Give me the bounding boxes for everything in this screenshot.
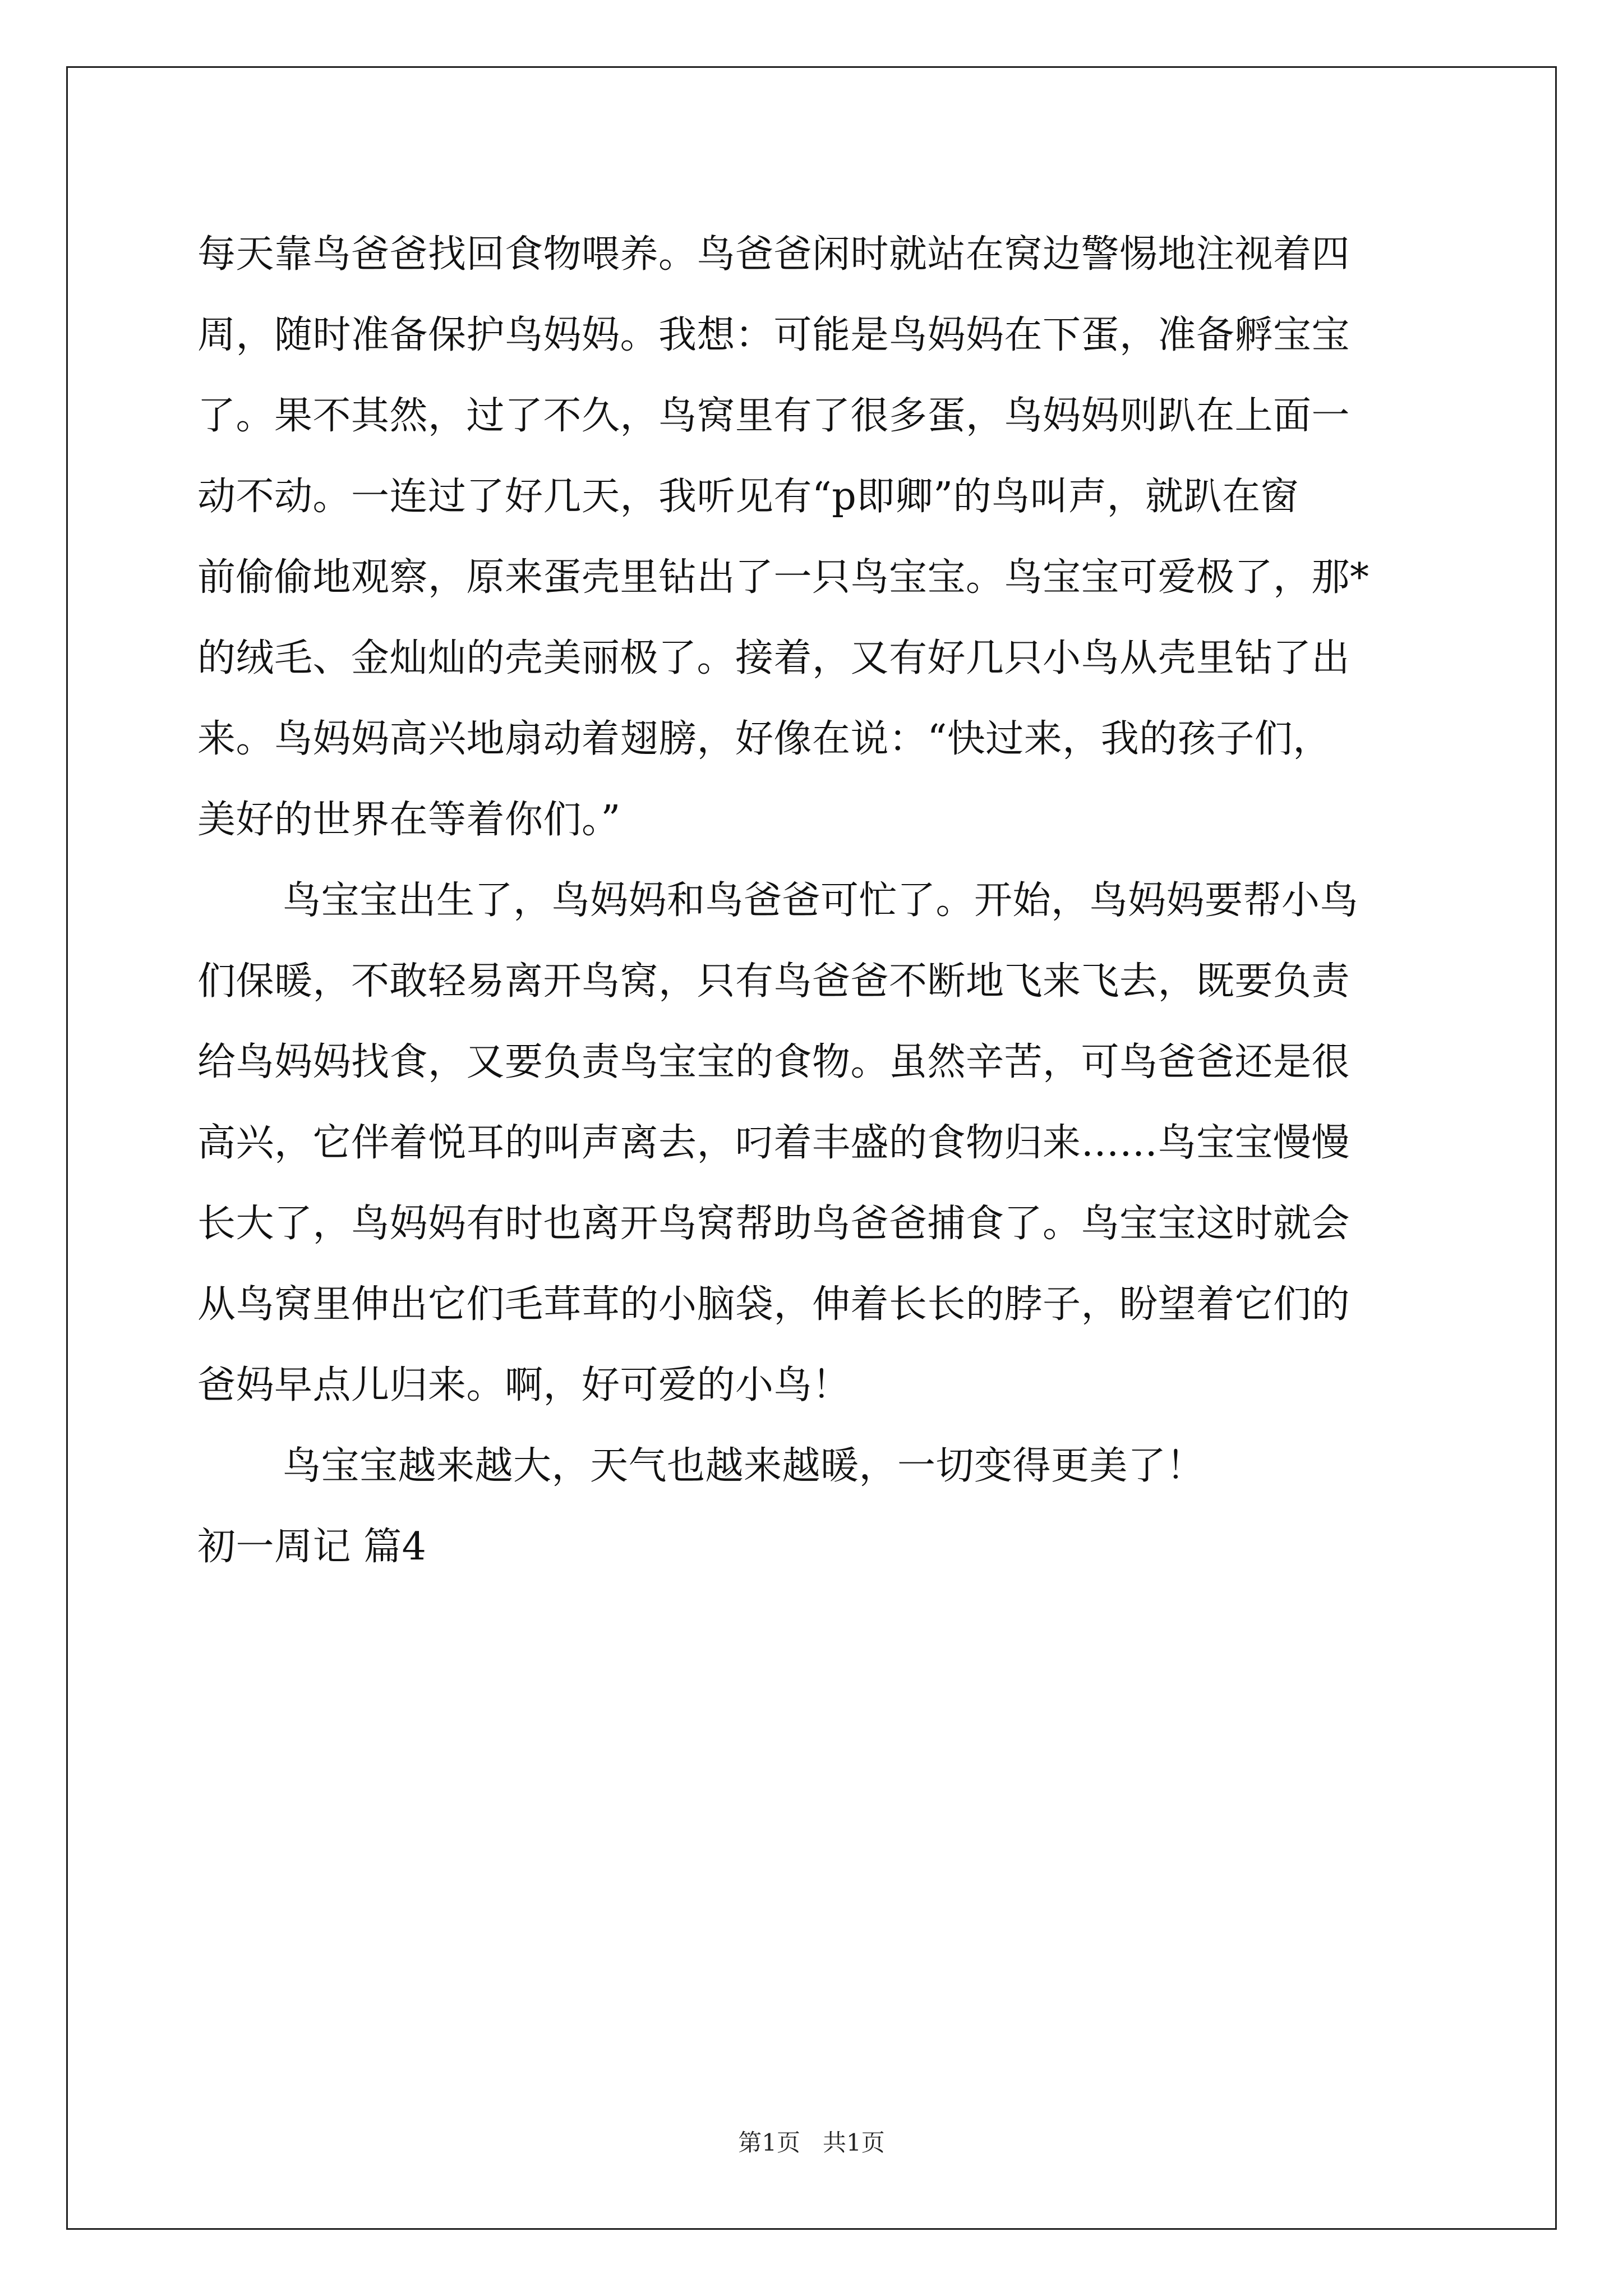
text-line: 周，随时准备保护鸟妈妈。我想：可能是鸟妈妈在下蛋，准备孵宝宝	[197, 313, 1350, 357]
text-line: 来。鸟妈妈高兴地扇动着翅膀，好像在说：“快过来，我的孩子们，	[197, 717, 1331, 761]
text-line: 动不动。一连过了好几天，我听见有“p即卿”的鸟叫声，就趴在窗	[197, 475, 1299, 519]
text-line: 长大了，鸟妈妈有时也离开鸟窝帮助鸟爸爸捕食了。鸟宝宝这时就会	[197, 1202, 1350, 1246]
text-line: 爸妈早点儿归来。啊，好可爱的小鸟！	[197, 1363, 851, 1407]
paragraph-start-line: 鸟宝宝越来越大，天气也越来越暖，一切变得更美了！	[283, 1444, 1205, 1488]
paragraph-start-line: 鸟宝宝出生了，鸟妈妈和鸟爸爸可忙了。开始，鸟妈妈要帮小鸟	[283, 878, 1359, 923]
text-line: 了。果不其然，过了不久，鸟窝里有了很多蛋，鸟妈妈则趴在上面一	[197, 394, 1350, 438]
text-line: 每天靠鸟爸爸找回食物喂养。鸟爸爸闲时就站在窝边警惕地注视着四	[197, 232, 1350, 277]
page-footer	[0, 2126, 1623, 2160]
section-heading: 初一周记 篇4	[197, 1525, 427, 1569]
text-line: 高兴，它伴着悦耳的叫声离去，叼着丰盛的食物归来……鸟宝宝慢慢	[197, 1121, 1350, 1165]
text-line: 美好的世界在等着你们。”	[197, 798, 621, 842]
text-line: 从鸟窝里伸出它们毛茸茸的小脑袋，伸着长长的脖子，盼望着它们的	[197, 1282, 1350, 1327]
document-body	[197, 214, 1428, 1588]
text-line: 们保暖，不敢轻易离开鸟窝，只有鸟爸爸不断地飞来飞去，既要负责	[197, 959, 1350, 1004]
page-total: 共1页	[823, 2129, 885, 2156]
text-line: 的绒毛、金灿灿的壳美丽极了。接着，又有好几只小鸟从壳里钻了出	[197, 636, 1350, 680]
text-line: 给鸟妈妈找食，又要负责鸟宝宝的食物。虽然辛苦，可鸟爸爸还是很	[197, 1040, 1350, 1084]
text-line: 前偷偷地观察，原来蛋壳里钻出了一只鸟宝宝。鸟宝宝可爱极了，那*	[197, 555, 1370, 600]
page-number: 第1页	[738, 2129, 800, 2156]
